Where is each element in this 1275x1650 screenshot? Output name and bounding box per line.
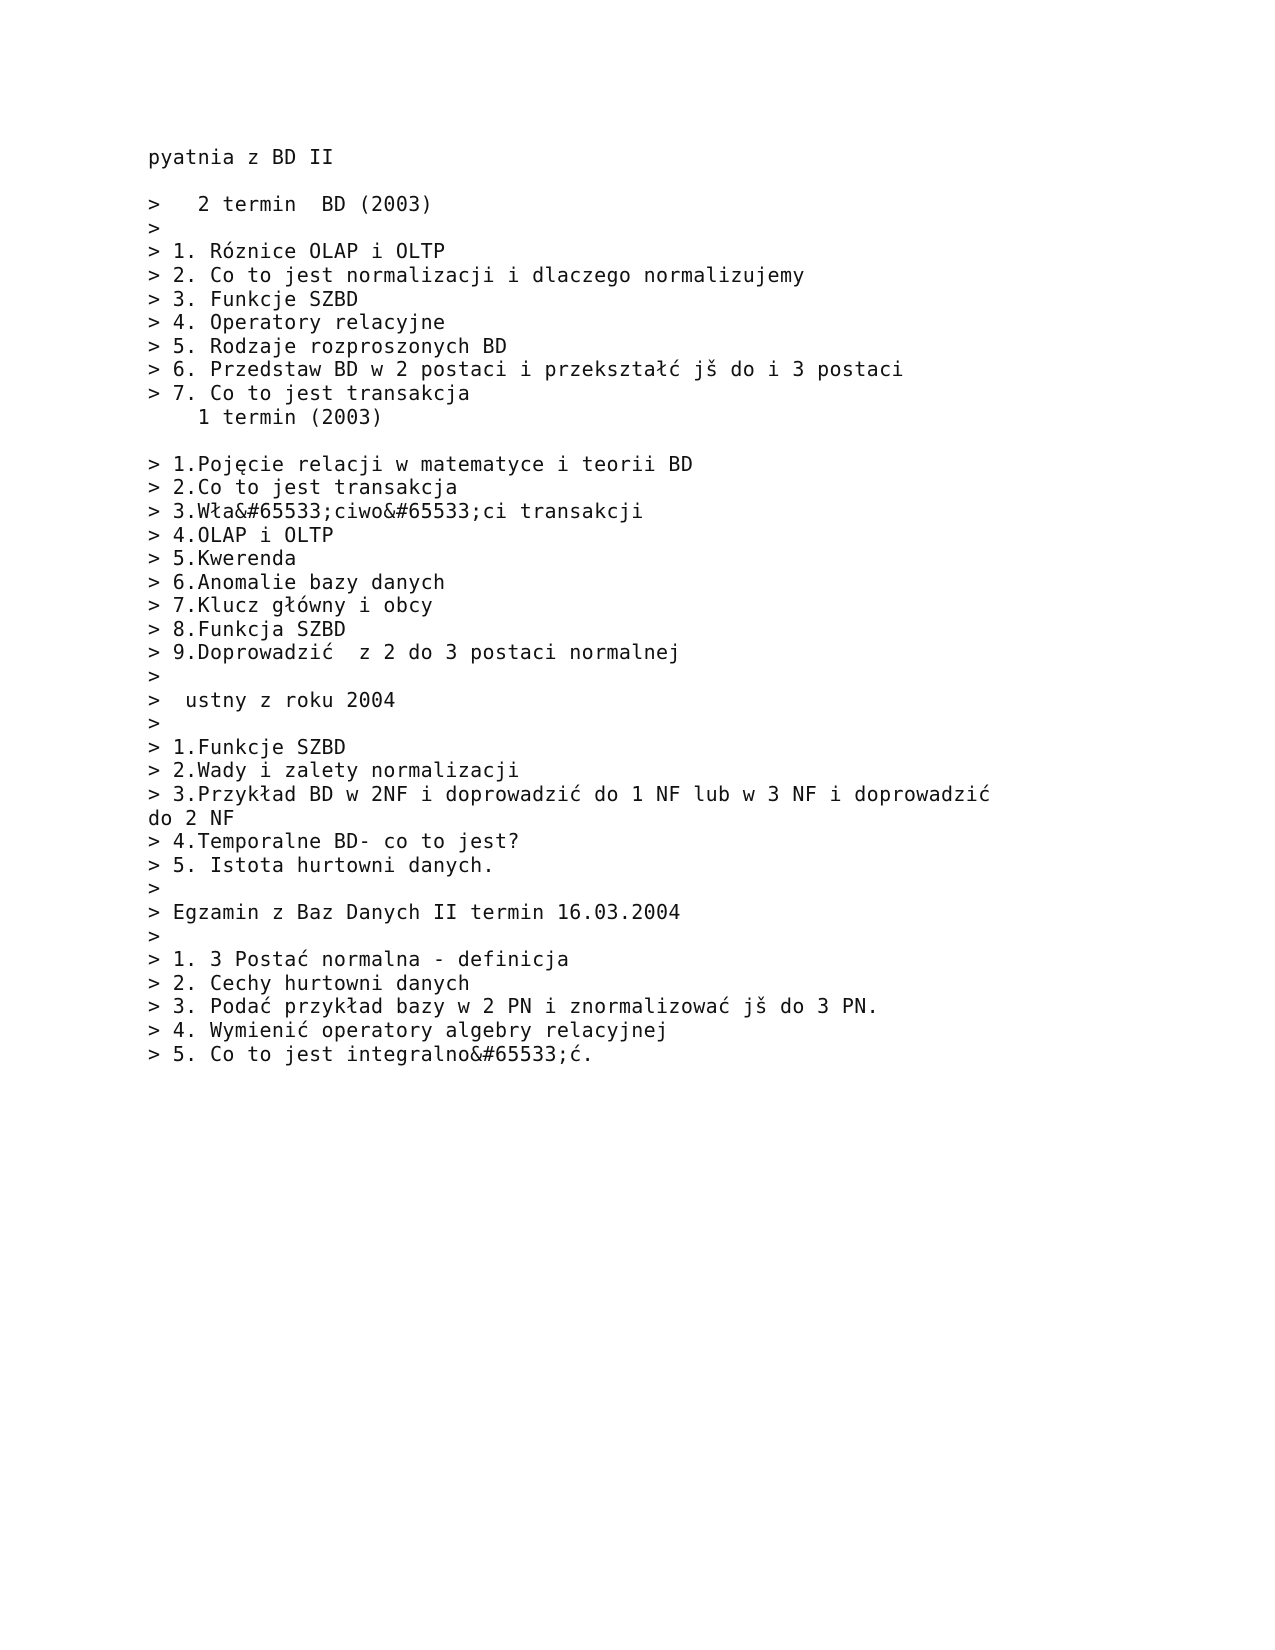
text-line: >: [148, 664, 161, 689]
text-line: > 6.Anomalie bazy danych: [148, 569, 446, 594]
text-line: > 1. Róznice OLAP i OLTP: [148, 239, 446, 264]
text-line: [148, 170, 1208, 194]
text-line: > 8.Funkcja SZBD: [148, 616, 347, 641]
text-line: > 4.OLAP i OLTP: [148, 522, 334, 547]
text-line: 1 termin (2003): [148, 404, 384, 429]
text-line: > 2. Cechy hurtowni danych: [148, 970, 471, 995]
text-line: > 5. Co to jest integralno&#65533;ć.: [148, 1041, 595, 1066]
text-line: [148, 429, 1208, 453]
text-line: > 2.Wady i zalety normalizacji: [148, 758, 520, 783]
text-line: > 9.Doprowadzić z 2 do 3 postaci normalnej: [148, 640, 681, 665]
text-line: >: [148, 215, 161, 240]
text-line: > ustny z roku 2004: [148, 687, 396, 712]
text-line: > 1.Funkcje SZBD: [148, 734, 347, 759]
text-line: > 1. 3 Postać normalna - definicja: [148, 947, 570, 972]
text-line: > 4. Operatory relacyjne: [148, 310, 446, 335]
text-line: > 2.Co to jest transakcja: [148, 475, 458, 500]
text-line: > 3. Funkcje SZBD: [148, 286, 359, 311]
text-line: > 6. Przedstaw BD w 2 postaci i przekształć jš do i 3 postaci: [148, 357, 904, 382]
text-line: > 4. Wymienić operatory algebry relacyjnej: [148, 1017, 669, 1042]
text-line: > 3.Wła&#65533;ciwo&#65533;ci transakcji: [148, 498, 644, 523]
text-line: > 5. Istota hurtowni danych.: [148, 852, 495, 877]
document-text: [148, 146, 1208, 1066]
text-line: > 7.Klucz główny i obcy: [148, 593, 433, 618]
text-line: >: [148, 923, 161, 948]
text-line: > 2 termin BD (2003): [148, 192, 433, 217]
text-line: do 2 NF: [148, 805, 235, 830]
text-line: > 2. Co to jest normalizacji i dlaczego normalizujemy: [148, 262, 805, 287]
text-line: >: [148, 876, 161, 901]
text-line: > 3. Podać przykład bazy w 2 PN i znormalizować jš do 3 PN.: [148, 994, 880, 1019]
text-line: > 7. Co to jest transakcja: [148, 380, 471, 405]
text-line: > 5.Kwerenda: [148, 546, 297, 571]
text-line: > 1.Pojęcie relacji w matematyce i teorii BD: [148, 451, 694, 476]
text-line: > Egzamin z Baz Danych II termin 16.03.2004: [148, 900, 681, 924]
text-line: > 5. Rodzaje rozproszonych BD: [148, 333, 508, 358]
text-line: >: [148, 711, 161, 736]
text-line: > 4.Temporalne BD- co to jest?: [148, 829, 520, 854]
text-line: pyatnia z BD II: [148, 145, 334, 169]
text-line: > 3.Przykład BD w 2NF i doprowadzić do 1 NF lub w 3 NF i doprowadzić: [148, 782, 991, 807]
